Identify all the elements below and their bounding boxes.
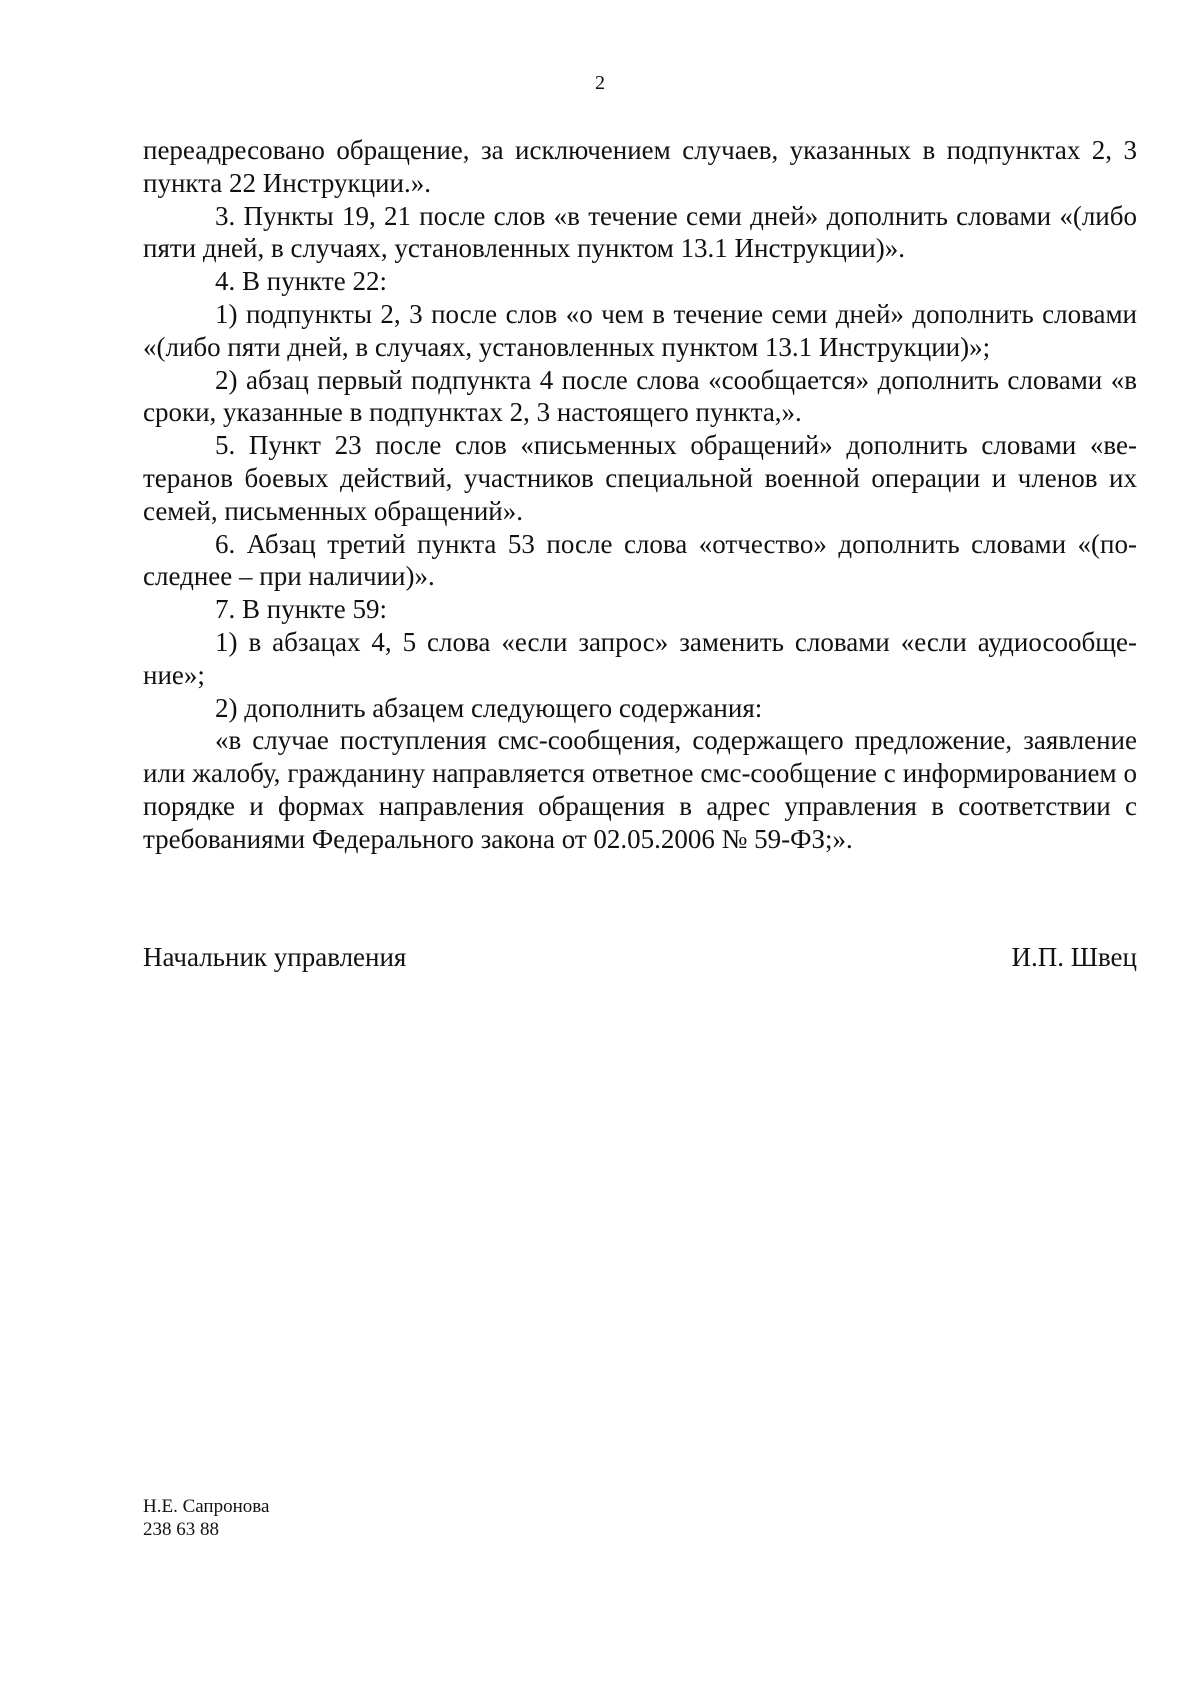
executor-phone: 238 63 88: [143, 1519, 219, 1540]
paragraph: 5. Пункт 23 после слов «письменных обращений» дополнить словами «ветеранов боевых действий, участников специальной военной операции и членов их семей, письменных обращений».: [143, 430, 1137, 526]
paragraph: 2) абзац первый подпункта 4 после слова «сообщается» дополнить словами «в сроки, указанные в подпунктах 2, 3 настоящего пункта,».: [143, 364, 1137, 428]
executor-block: [143, 1495, 269, 1541]
paragraph: 7. В пункте 59:: [215, 594, 387, 625]
paragraph: 1) в абзацах 4, 5 слова «если запрос» заменить словами «если аудиосообщение»;: [143, 626, 1137, 690]
page-number: 2: [595, 72, 605, 94]
signatory-name: И.П. Швец: [1011, 942, 1137, 972]
executor-name: Н.Е. Сапронова: [143, 1496, 270, 1517]
document-body: [143, 134, 1137, 856]
signatory-position: Начальник управления: [143, 942, 407, 972]
paragraph: 2) дополнить абзацем следующего содержания:: [215, 692, 763, 723]
paragraph: 4. В пункте 22:: [215, 266, 387, 297]
paragraph: 6. Абзац третий пункта 53 после слова «отчество» дополнить словами «(последнее – при наличии)».: [143, 528, 1137, 592]
signature-block: [143, 942, 1137, 973]
paragraph: «в случае поступления смс-сообщения, содержащего предложение, заявление или жалобу, гражданину направляется ответное смс-сообщение с информированием о порядке и формах направления обращения в адрес управления в соответствии с требованиями Федерального закона от 02.05.2006 № 59-ФЗ;».: [143, 725, 1137, 854]
paragraph: 3. Пункты 19, 21 после слов «в течение семи дней» дополнить словами «(либо пяти дней, в случаях, установленных пунктом 13.1 Инструкции)».: [143, 200, 1137, 264]
paragraph: переадресовано обращение, за исключением случаев, указанных в подпунктах 2, 3 пункта 22 Инструкции.».: [143, 135, 1137, 198]
paragraph: 1) подпункты 2, 3 после слов «о чем в течение семи дней» дополнить словами «(либо пяти дней, в случаях, установленных пунктом 13.1 Инструкции)»;: [143, 298, 1137, 362]
